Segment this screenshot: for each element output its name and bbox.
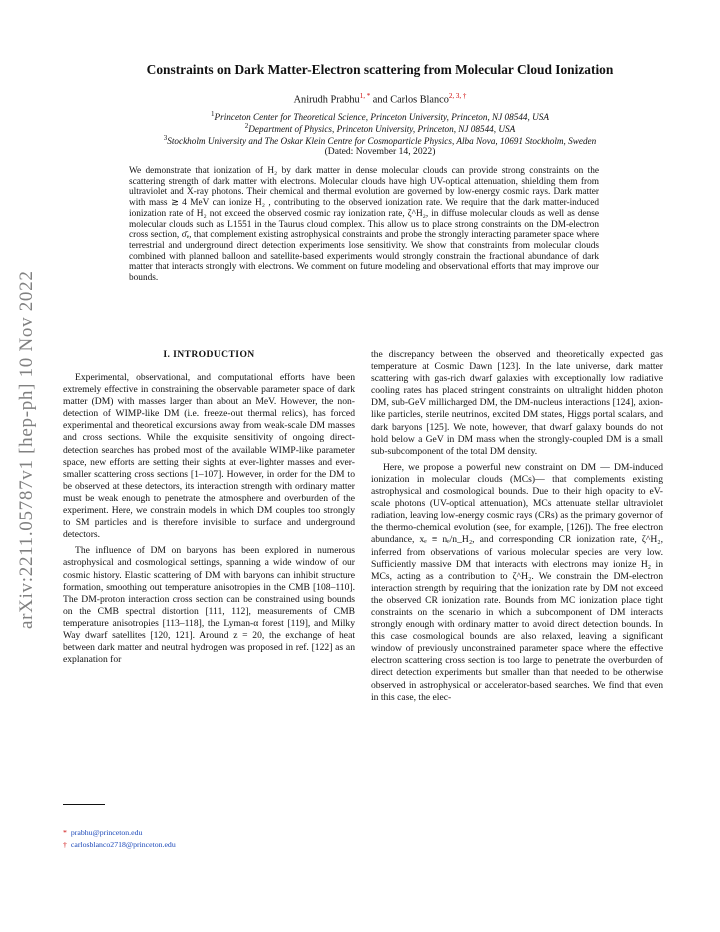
paragraph: Here, we propose a powerful new constraint on DM — DM-induced ionization in molecular clouds (MCs)— that complements existing astrophysical and cosmological bounds. Due to their high opacity to eV-scale photons (UV-optical attenuation), MCs attenuate stellar ultraviolet radiation, leaving low-energy cosmic rays (CRs) as the primary governor of the thermo-chemical evolution (see, for example, [126]). The free electron abundance, xₑ ≡ nₑ/n_H₂, and corresponding CR ionization rate, ζ^H₂, inferred from observations of various molecular species are very low. Sufficiently massive DM that interacts with electrons may ionize H₂ in MCs, acting as a contribution to ζ^H₂. We constrain the DM-electron interaction strength by requiring that the ionization rate by DM not exceed the observed CR ionization rate. Bounds from MC ionization place tight constraints on the scenario in which a subcomponent of DM interacts strongly enough with ordinary matter to avoid direct detection bounds. In this case cosmological bounds are also relaxed, leaving a significant window of previously unconstrained parameter space where the effective electron scattering cross section is too large to penetrate the overburden of direct detection experiments but smaller than that needed to be otherwise observed in astrophysical or accelerator-based searches. We find that even in this case, the elec- [371,461,663,703]
date-line: (Dated: November 14, 2022) [324,146,436,157]
affiliation-text: Stockholm University and The Oskar Klein Centre for Cosmoparticle Physics, Alba Nova, 10691 Stockholm, Sweden [167,136,597,147]
author-marks[interactable]: 1, * [359,92,371,100]
footnote [63,840,176,849]
section-heading: I. INTRODUCTION [163,349,255,360]
affiliation-text: Department of Physics, Princeton University, Princeton, NJ 08544, USA [248,124,516,135]
author-conjunction: and [372,94,388,106]
paragraph: the discrepancy between the observed and theoretically expected gas temperature at Cosmic Dawn [123]. In the late universe, dark matter scattering with gas-rich dwarf galaxies with exceptionally low radiative cooling rates has placed stringent constraints on ultralight hidden photon DM, sub-GeV millicharged DM, the DM-nucleus interactions [124], axion-like particles, sterile neutrinos, excited DM states, Higgs portal scalars, and dark baryons [125]. We note, however, that dwarf galaxy bounds do not hold below a GeV in DM mass when the strongly-coupled DM is a small sub-subcomponent of the total DM density. [371,349,663,457]
author-name: Carlos Blanco [390,94,449,106]
footnote-email-link[interactable]: carlosblanco2718@princeton.edu [70,840,176,849]
arxiv-identifier: arXiv:2211.05787v1 [hep-ph] 10 Nov 2022 [16,270,37,630]
footnote-mark: * [63,828,67,837]
right-column [371,349,663,704]
paragraph: Experimental, observational, and computational efforts have been extremely effective in constraining the observable parameter space of dark matter (DM) with masses larger than about an MeV. However, the non-detection of WIMP-like DM (i.e. freeze-out thermal relics), has forced experimental and theoretical excursions away from weak-scale DM masses and cross sections. While the exquisite sensitivity of ongoing direct-detection searches has probed most of the available WIMP-like parameter space, new efforts are setting their sights at ever-lighter masses and ever-smaller scattering cross sections [1–107]. However, in order for the DM to be observed at these detectors, its interaction strength with ordinary matter must be weak enough to penetrate the atmosphere and overburden of the experiment. Here, we constrain models in which DM couples too strongly to SM particles and is therefore invisible to surface and underground detectors. [63,372,355,541]
affiliation-number: 3 [163,134,168,142]
left-column [63,372,355,666]
footnote [63,828,142,837]
affiliation [60,122,700,134]
affiliation-number: 1 [211,110,215,118]
footnote-rule [63,804,105,805]
author-marks[interactable]: 2, 3, † [448,92,467,100]
affiliation-number: 2 [244,122,249,130]
affiliation [60,134,700,146]
affiliation-text: Princeton Center for Theoretical Science, Princeton University, Princeton, NJ 08544, USA [214,112,549,123]
footnote-email-link[interactable]: prabhu@princeton.edu [70,828,143,837]
paper-title: Constraints on Dark Matter-Electron scattering from Molecular Cloud Ionization [146,62,614,77]
affiliation [60,110,700,122]
abstract: We demonstrate that ionization of H₂ by dark matter in dense molecular clouds can provide strong constraints on the scattering strength of dark matter with electrons. Molecular clouds have high UV-optical attenuation, shielding them from ultraviolet and X-ray photons. Their chemical and thermal evolution are governed by low-energy cosmic rays. Dark matter with mass ≳ 4 MeV can ionize H₂ , contributing to the observed ionization rate. We require that the dark matter-induced ionization rate of H₂ not exceed the observed cosmic ray ionization rate, ζ^H₂, in diffuse molecular clouds as well as dense molecular clouds such as L1551 in the Taurus cloud complex. This allow us to place strong constraints on the DM-electron cross section, σ̄ₑ, that complement existing astrophysical constraints and probe the strongly interacting parameter space where terrestrial and underground direct detection experiments lose sensitivity. We show that constraints from molecular clouds combined with planned balloon and satellite-based experiments would strongly constrain the fractional abundance of dark matter that interacts strongly with electrons. We comment on future modeling and observational efforts that may improve our bounds. [129,166,599,284]
author-name: Anirudh Prabhu [293,94,360,106]
footnote-mark: † [63,840,67,849]
paragraph: The influence of DM on baryons has been explored in numerous astrophysical and cosmological settings, spanning a wide window of our cosmic history. Elastic scattering of DM with baryons can inhibit structure formation, smoothing out temperature anisotropies in the CMB [108–110]. The DM-proton interaction cross section can be constrained using bounds on the CMB spectral distortion [111, 112], measurements of CMB temperature anisotropies [113–118], the Lyman-α forest [119], and Milky Way dwarf satellites [120, 121]. Around z = 20, the exchange of heat between dark matter and neutral hydrogen was proposed in ref. [122] as an explanation for [63,545,355,666]
author-line [60,92,700,105]
